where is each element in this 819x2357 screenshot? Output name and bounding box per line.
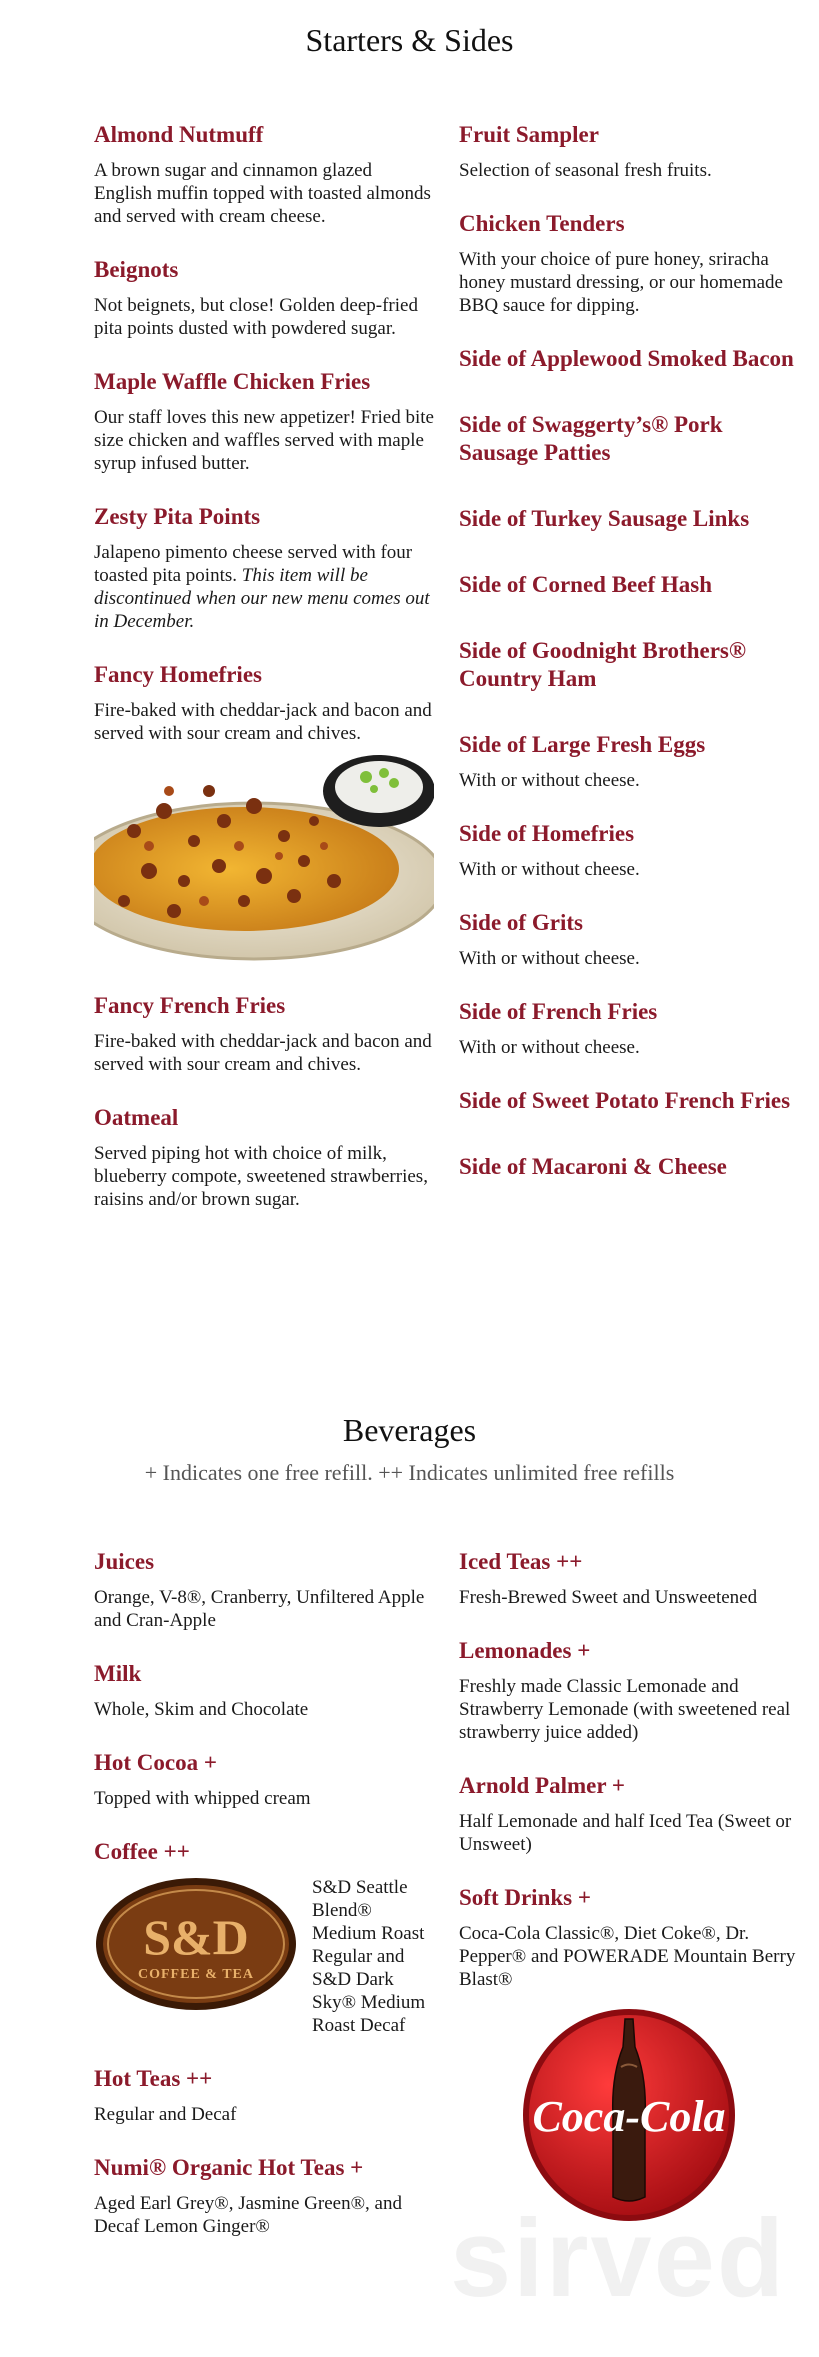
- menu-item-side-large-eggs: [459, 731, 799, 792]
- menu-item-beignots: [94, 256, 434, 340]
- menu-item-side-french-fries: [459, 998, 799, 1059]
- starters-title: Starters & Sides: [305, 22, 514, 58]
- item-desc: A brown sugar and cinnamon glazed English muffin topped with toasted almonds and served with cream cheese.: [94, 160, 431, 227]
- item-desc: Regular and Decaf: [94, 2104, 237, 2125]
- menu-item-fancy-homefries: [94, 661, 434, 745]
- item-name: Side of Macaroni & Cheese: [459, 1154, 727, 1179]
- item-desc: S&D Seattle Blend® Medium Roast Regular and S&D Dark Sky® Medium Roast Decaf: [312, 1877, 426, 2036]
- menu-item-maple-waffle-chicken-fries: [94, 368, 434, 475]
- item-name: Side of Turkey Sausage Links: [459, 506, 750, 531]
- menu-item-hot-teas: [94, 2065, 434, 2126]
- item-name: Beignots: [94, 257, 179, 282]
- menu-item-juices: [94, 1548, 434, 1632]
- item-desc-note: This item will be discontinued when our new menu comes out in December.: [94, 565, 430, 632]
- item-name: Fruit Sampler: [459, 122, 599, 147]
- item-name: Hot Cocoa +: [94, 1750, 217, 1775]
- menu-item-side-grits: [459, 909, 799, 970]
- item-name: Numi® Organic Hot Teas +: [94, 2155, 364, 2180]
- menu-item-side-country-ham: [459, 637, 799, 693]
- sd-coffee-logo: [94, 1876, 298, 2012]
- item-name: Side of Corned Beef Hash: [459, 572, 712, 597]
- item-name: Soft Drinks +: [459, 1885, 591, 1910]
- item-name: Zesty Pita Points: [94, 504, 261, 529]
- item-desc: With or without cheese.: [459, 948, 640, 969]
- menu-item-side-corned-beef-hash: [459, 571, 799, 599]
- item-name: Side of Swaggerty’s® Pork Sausage Patties: [459, 412, 723, 465]
- starters-left-column: [94, 121, 434, 1211]
- item-name: Almond Nutmuff: [94, 122, 264, 147]
- beverages-left-column: [94, 1548, 434, 2238]
- refill-note: + Indicates one free refill. ++ Indicates unlimited free refills: [144, 1460, 675, 1485]
- item-name: Maple Waffle Chicken Fries: [94, 369, 371, 394]
- item-desc: With or without cheese.: [459, 770, 640, 791]
- item-desc: Fresh-Brewed Sweet and Unsweetened: [459, 1587, 758, 1608]
- item-desc: Aged Earl Grey®, Jasmine Green®, and Decaf Lemon Ginger®: [94, 2193, 402, 2237]
- menu-item-side-mac-and-cheese: [459, 1153, 799, 1181]
- menu-item-hot-cocoa: [94, 1749, 434, 1810]
- menu-item-oatmeal: [94, 1104, 434, 1211]
- item-name: Fancy French Fries: [94, 993, 286, 1018]
- menu-item-coffee: [94, 1838, 434, 2037]
- item-desc: Not beignets, but close! Golden deep-fried pita points dusted with powdered sugar.: [94, 295, 418, 339]
- menu-item-fruit-sampler: [459, 121, 799, 182]
- beverages-title: Beverages: [342, 1412, 477, 1448]
- menu-item-side-sweet-potato-fries: [459, 1087, 799, 1115]
- menu-item-side-turkey-sausage: [459, 505, 799, 533]
- menu-item-side-bacon: [459, 345, 799, 373]
- menu-item-lemonades: [459, 1637, 799, 1744]
- item-name: Hot Teas ++: [94, 2066, 213, 2091]
- menu-item-side-homefries: [459, 820, 799, 881]
- item-name: Side of French Fries: [459, 999, 658, 1024]
- item-name: Iced Teas ++: [459, 1549, 583, 1574]
- item-desc: Fire-baked with cheddar-jack and bacon and served with sour cream and chives.: [94, 1031, 432, 1075]
- menu-item-iced-teas: [459, 1548, 799, 1609]
- beverages-right-column: [459, 1548, 799, 2223]
- item-name: Oatmeal: [94, 1105, 179, 1130]
- coke-logo-text: Coca-Cola: [532, 2092, 726, 2141]
- fancy-homefries-photo: [94, 751, 434, 966]
- item-name: Side of Applewood Smoked Bacon: [459, 346, 794, 371]
- menu-item-milk: [94, 1660, 434, 1721]
- item-name: Coffee ++: [94, 1839, 190, 1864]
- item-desc: With or without cheese.: [459, 859, 640, 880]
- menu-item-chicken-tenders: [459, 210, 799, 317]
- item-name: Lemonades +: [459, 1638, 591, 1663]
- item-name: Juices: [94, 1549, 155, 1574]
- menu-item-fancy-french-fries: [94, 992, 434, 1076]
- item-desc: Freshly made Classic Lemonade and Strawberry Lemonade (with sweetened real strawberry juice added): [459, 1676, 791, 1743]
- item-desc: Coca-Cola Classic®, Diet Coke®, Dr. Pepper® and POWERADE Mountain Berry Blast®: [459, 1923, 796, 1990]
- starters-right-column: [459, 121, 799, 1191]
- coca-cola-logo: [521, 2007, 737, 2223]
- item-name: Chicken Tenders: [459, 211, 625, 236]
- menu-item-numi-teas: [94, 2154, 434, 2238]
- item-desc: Our staff loves this new appetizer! Fried bite size chicken and waffles served with maple syrup infused butter.: [94, 407, 434, 474]
- item-desc: [94, 541, 434, 633]
- item-name: Side of Goodnight Brothers® Country Ham: [459, 638, 747, 691]
- item-name: Side of Sweet Potato French Fries: [459, 1088, 791, 1113]
- menu-item-soft-drinks: [459, 1884, 799, 1991]
- item-desc: With your choice of pure honey, sriracha honey mustard dressing, or our homemade BBQ sauce for dipping.: [459, 249, 783, 316]
- item-desc-text: Jalapeno pimento cheese served with four toasted pita points.: [94, 542, 413, 586]
- item-desc: Fire-baked with cheddar-jack and bacon and served with sour cream and chives.: [94, 700, 432, 744]
- sirved-watermark: sirved: [450, 2197, 787, 2320]
- item-desc: Selection of seasonal fresh fruits.: [459, 160, 712, 181]
- item-name: Side of Large Fresh Eggs: [459, 732, 706, 757]
- menu-item-almond-nutmuff: [94, 121, 434, 228]
- item-name: Side of Grits: [459, 910, 583, 935]
- item-desc: Topped with whipped cream: [94, 1788, 311, 1809]
- homefries-plate-image: [94, 751, 434, 961]
- item-name: Arnold Palmer +: [459, 1773, 625, 1798]
- sd-logo-subtext: COFFEE & TEA: [138, 1967, 254, 1982]
- item-desc: Whole, Skim and Chocolate: [94, 1699, 309, 1720]
- item-name: Side of Homefries: [459, 821, 635, 846]
- menu-item-zesty-pita-points: [94, 503, 434, 633]
- item-desc: Served piping hot with choice of milk, blueberry compote, sweetened strawberries, raisins and/or brown sugar.: [94, 1143, 428, 1210]
- item-desc: With or without cheese.: [459, 1037, 640, 1058]
- item-desc: Orange, V-8®, Cranberry, Unfiltered Apple and Cran-Apple: [94, 1587, 425, 1631]
- menu-item-arnold-palmer: [459, 1772, 799, 1856]
- sd-logo-text: S&D: [143, 1909, 249, 1965]
- item-desc: Half Lemonade and half Iced Tea (Sweet or Unsweet): [459, 1811, 792, 1855]
- item-name: Fancy Homefries: [94, 662, 262, 687]
- menu-item-side-sausage-patties: [459, 411, 799, 467]
- item-name: Milk: [94, 1661, 142, 1686]
